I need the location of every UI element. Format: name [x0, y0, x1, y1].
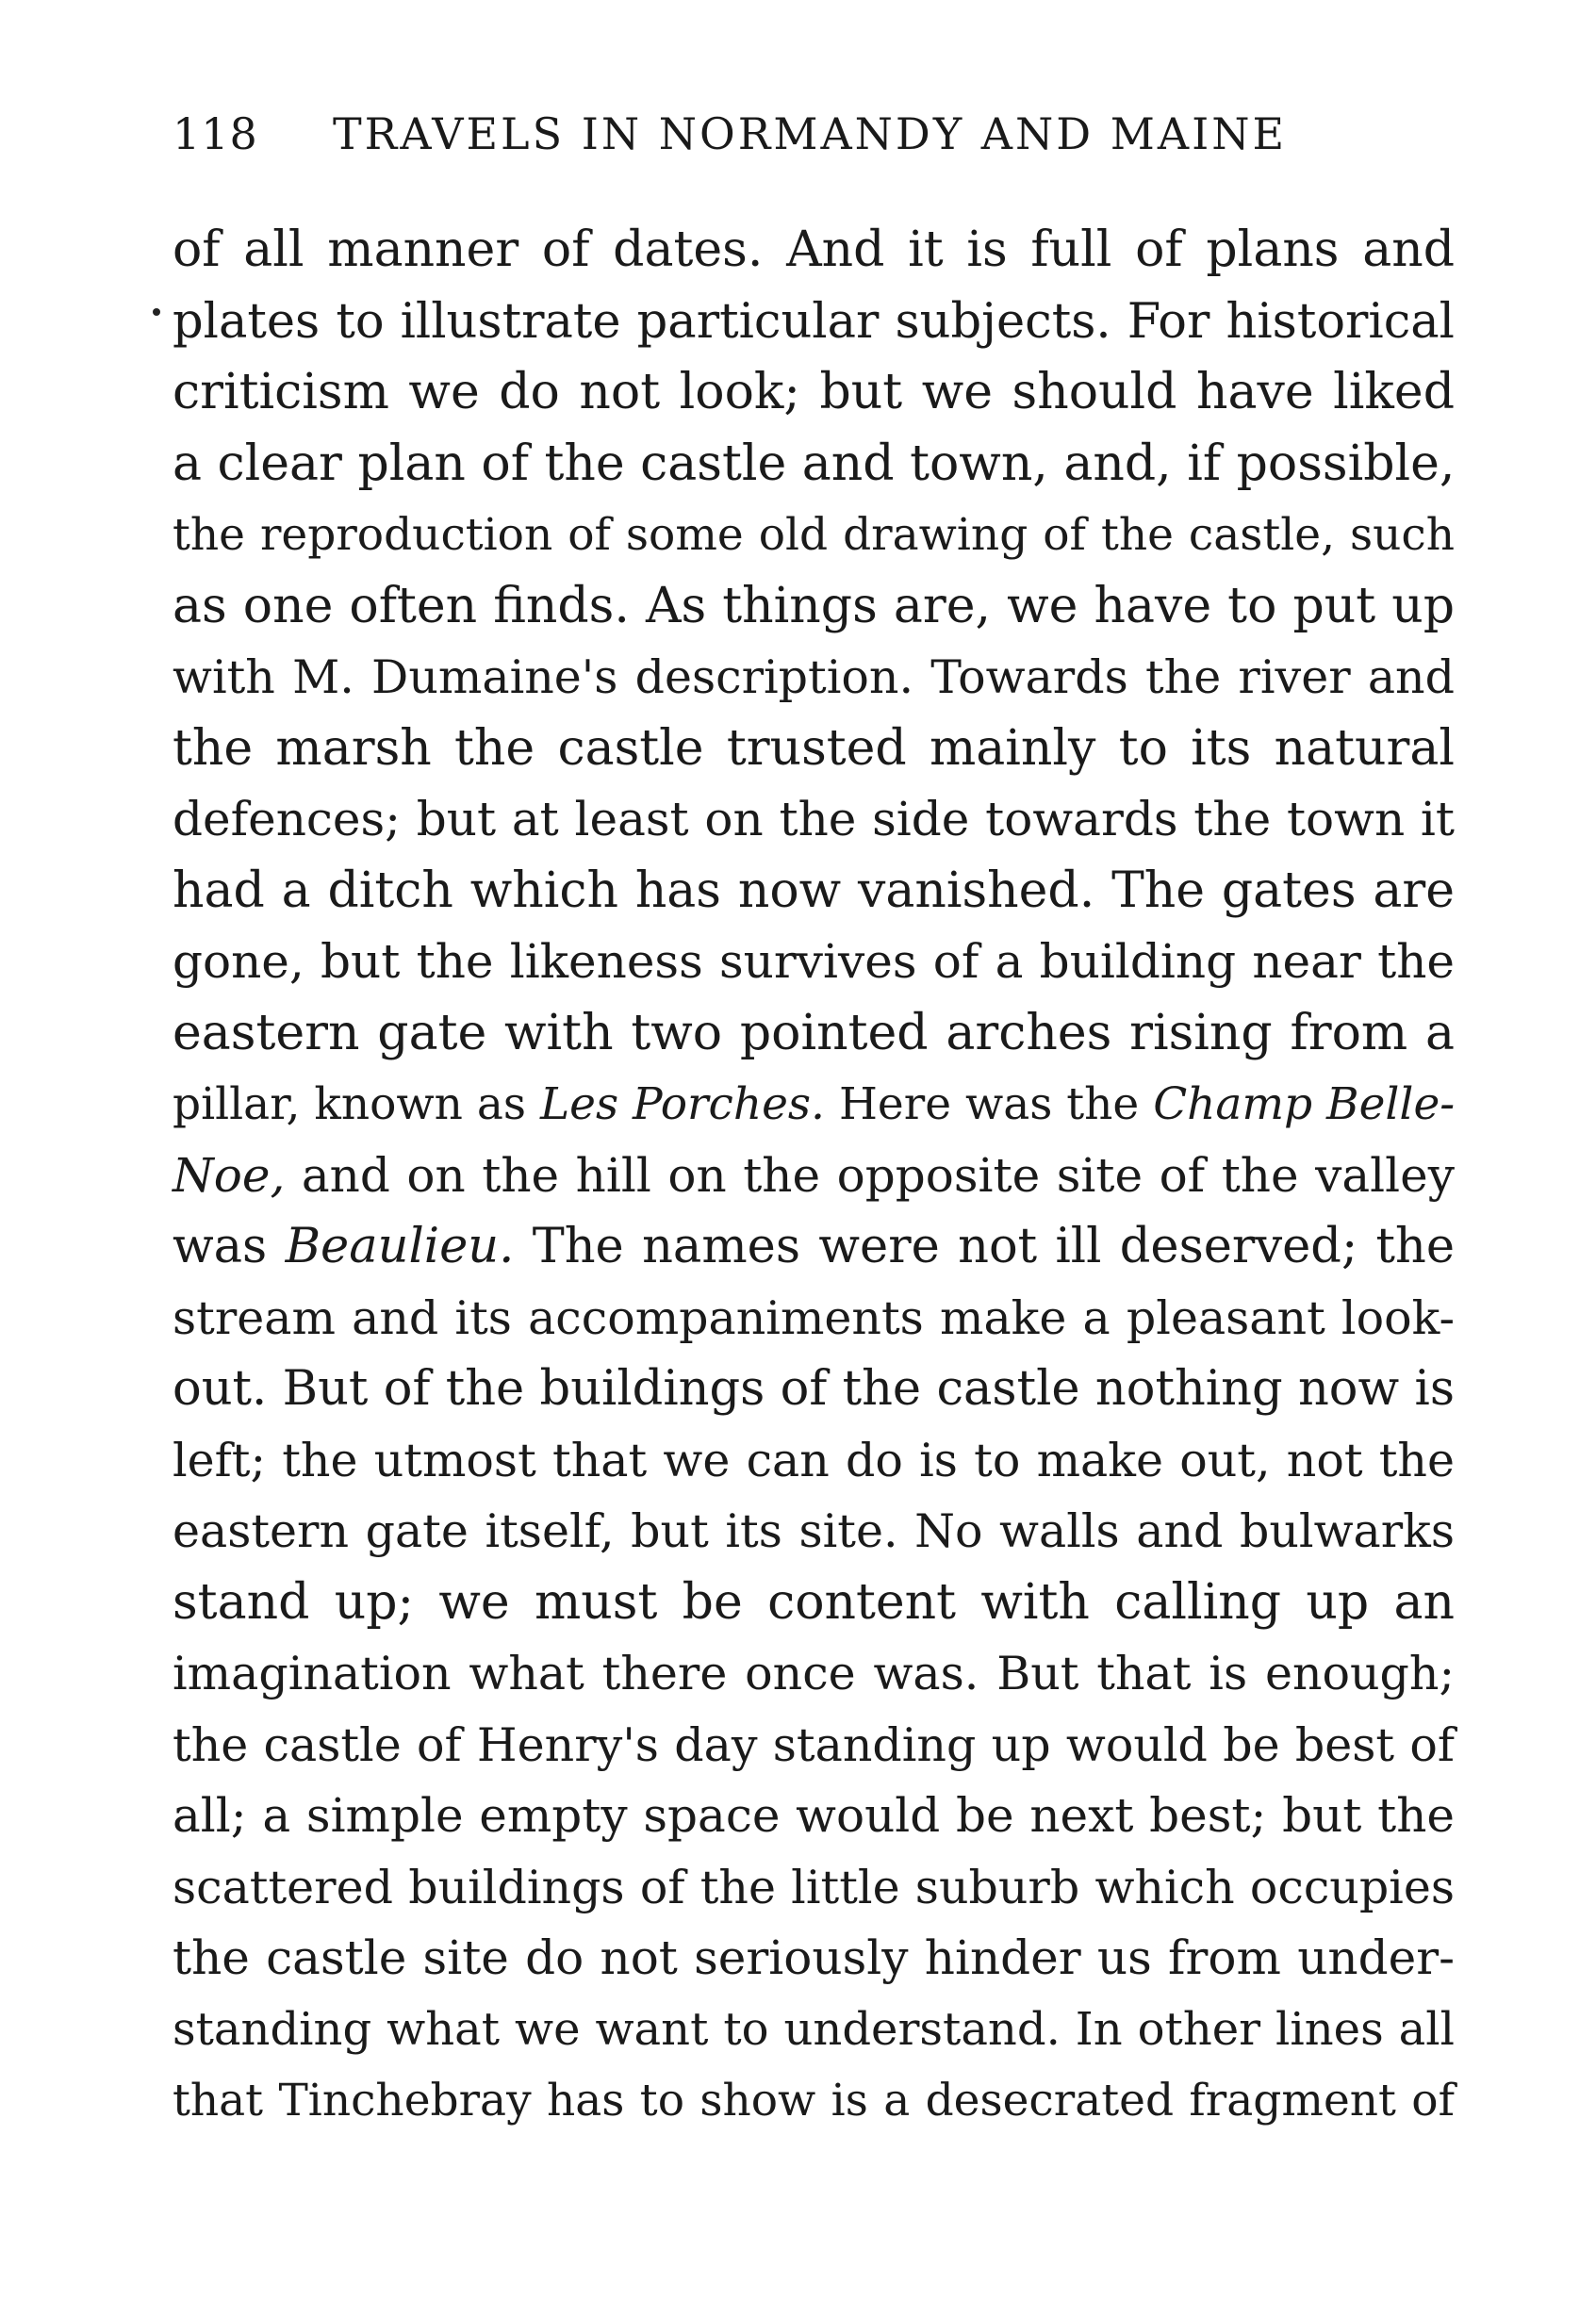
text-line	[173, 1354, 1455, 1425]
text-run: scattered buildings of the little suburb which occupies	[173, 1860, 1455, 1914]
text-run: out. But of the buildings of the castle nothing now is	[173, 1361, 1455, 1417]
italic-phrase: Noe,	[173, 1147, 286, 1203]
text-line	[173, 357, 1455, 429]
text-line	[173, 1283, 1455, 1355]
text-line	[173, 784, 1455, 856]
text-run: gone, but the likeness survives of a building near the	[173, 934, 1455, 989]
text-line	[173, 1923, 1455, 1995]
text-run: stand up; we must be content with calling up an	[173, 1573, 1455, 1631]
text-run: criticism we do not look; but we should have liked	[173, 364, 1455, 420]
text-run: all; a simple empty space would be next best; but the	[173, 1788, 1455, 1843]
italic-phrase: Les Porches.	[539, 1078, 825, 1130]
text-line	[173, 2065, 1455, 2137]
text-line	[173, 1995, 1455, 2066]
text-run: plates to illustrate particular subjects. For historical	[173, 293, 1455, 350]
italic-phrase: Beaulieu.	[285, 1219, 515, 1274]
text-line	[173, 714, 1455, 785]
text-run: and on the hill on the opposite site of the valley	[285, 1147, 1455, 1203]
body-text	[173, 215, 1455, 2137]
text-line	[173, 1638, 1455, 1710]
text-run: defences; but at least on the side towards the town it	[173, 792, 1455, 846]
text-line	[173, 1568, 1455, 1639]
text-run: the castle site do not seriously hinder us from under-	[173, 1930, 1455, 1985]
text-run: the reproduction of some old drawing of the castle, such	[173, 509, 1455, 561]
text-line	[173, 1069, 1455, 1141]
text-run: eastern gate itself, but its site. No walls and bulwarks	[173, 1504, 1455, 1558]
text-run: as one often finds. As things are, we have to put up	[173, 577, 1455, 634]
text-line	[173, 287, 1455, 358]
text-run: pillar, known as	[173, 1078, 540, 1130]
text-run: that Tinchebray has to show is a desecrated fragment of	[173, 2075, 1455, 2127]
text-line	[173, 1852, 1455, 1924]
text-run: with M. Dumaine's description. Towards the river and	[173, 650, 1455, 704]
text-run: eastern gate with two pointed arches rising from a	[173, 1004, 1455, 1061]
text-run: of all manner of dates. And it is full of plans and	[173, 222, 1455, 278]
text-line	[173, 571, 1455, 643]
text-run: the marsh the castle trusted mainly to its natural	[173, 719, 1455, 777]
text-run: the castle of Henry's day standing up would be best of	[173, 1717, 1455, 1772]
text-run: stream and its accompaniments make a pleasant look-	[173, 1290, 1455, 1345]
text-line	[173, 998, 1455, 1070]
text-line	[173, 1141, 1455, 1212]
text-line	[173, 1781, 1455, 1852]
text-line	[173, 500, 1455, 571]
text-line	[173, 1425, 1455, 1497]
running-head	[173, 106, 1318, 162]
page-number: 118	[173, 108, 258, 159]
text-run: Here was the	[825, 1078, 1154, 1130]
text-run: standing what we want to understand. In other lines all	[173, 2002, 1455, 2056]
text-run: a clear plan of the castle and town, and, if possible,	[173, 435, 1456, 492]
text-line	[173, 1211, 1455, 1283]
text-line	[173, 856, 1455, 928]
text-line	[173, 215, 1455, 287]
text-run: The names were not ill deserved; the	[514, 1219, 1455, 1274]
text-line	[173, 927, 1455, 998]
print-speck-mark	[153, 308, 160, 316]
text-line	[173, 642, 1455, 714]
text-run: had a ditch which has now vanished. The gates are	[173, 862, 1455, 919]
text-line	[173, 429, 1455, 501]
text-run: left; the utmost that we can do is to make out, not the	[173, 1433, 1455, 1487]
text-line	[173, 1496, 1455, 1568]
text-run: imagination what there once was. But that is enough;	[173, 1647, 1455, 1700]
italic-phrase: Champ Belle-	[1153, 1078, 1456, 1130]
text-line	[173, 1710, 1455, 1782]
text-run: was	[173, 1219, 286, 1274]
running-title: TRAVELS IN NORMANDY AND MAINE	[333, 108, 1288, 159]
